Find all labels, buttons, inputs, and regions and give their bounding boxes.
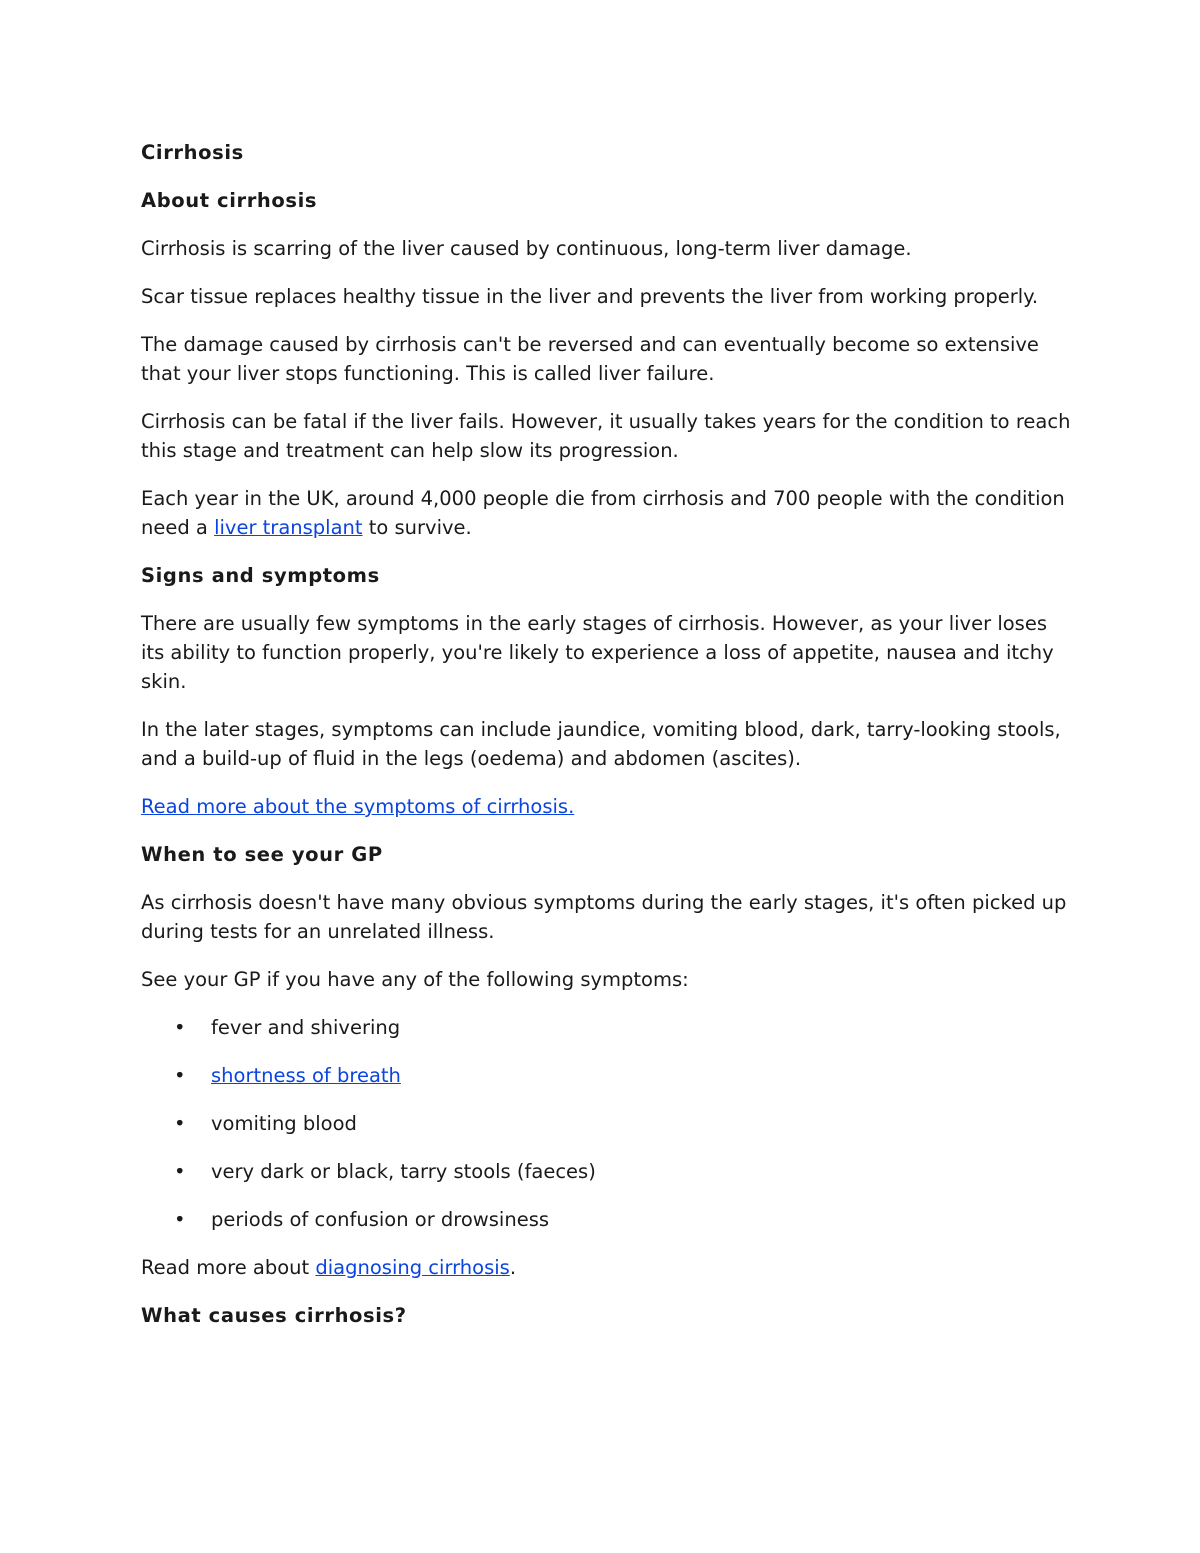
document-page bbox=[141, 138, 1071, 1349]
paragraph-gp-2: See your GP if you have any of the following symptoms: bbox=[141, 968, 689, 991]
paragraph-about-2: Scar tissue replaces healthy tissue in the liver and prevents the liver from working properly. bbox=[141, 285, 1039, 308]
list-item bbox=[141, 1205, 1071, 1234]
paragraph-gp-1: As cirrhosis doesn't have many obvious symptoms during the early stages, it's often picked up during tests for an unrelated illness. bbox=[141, 891, 1067, 943]
paragraph-text: Each year in the UK, around 4,000 people die from cirrhosis and 700 people with the condition need a bbox=[141, 487, 1065, 539]
shortness-of-breath-link[interactable]: shortness of breath bbox=[211, 1064, 401, 1087]
paragraph-text: . bbox=[509, 1256, 517, 1279]
diagnosing-cirrhosis-link[interactable]: diagnosing cirrhosis bbox=[315, 1256, 510, 1279]
liver-transplant-link[interactable]: liver transplant bbox=[214, 516, 363, 539]
paragraph-about-1: Cirrhosis is scarring of the liver caused by continuous, long-term liver damage. bbox=[141, 237, 912, 260]
list-item-text: very dark or black, tarry stools (faeces) bbox=[211, 1160, 596, 1183]
paragraph-symptoms-1: There are usually few symptoms in the early stages of cirrhosis. However, as your liver loses its ability to function properly, you're likely to experience a loss of appetite, nausea and itchy skin. bbox=[141, 612, 1054, 693]
paragraph-about-5 bbox=[141, 484, 1071, 542]
document-title: Cirrhosis bbox=[141, 141, 244, 164]
paragraph-diagnosing bbox=[141, 1253, 1071, 1282]
bullet-icon: • bbox=[174, 1016, 186, 1039]
list-item-text: periods of confusion or drowsiness bbox=[211, 1208, 550, 1231]
list-item bbox=[141, 1013, 1071, 1042]
list-item bbox=[141, 1157, 1071, 1186]
paragraph-symptoms-2: In the later stages, symptoms can include jaundice, vomiting blood, dark, tarry-looking stools, and a build-up of fluid in the legs (oedema) and abdomen (ascites). bbox=[141, 718, 1061, 770]
paragraph-text: Read more about bbox=[141, 1256, 316, 1279]
paragraph-about-3: The damage caused by cirrhosis can't be reversed and can eventually become so extensive that your liver stops functioning. This is called liver failure. bbox=[141, 333, 1039, 385]
symptom-list bbox=[141, 1013, 1071, 1234]
section-heading-symptoms: Signs and symptoms bbox=[141, 564, 380, 587]
list-item-text: fever and shivering bbox=[211, 1016, 401, 1039]
bullet-icon: • bbox=[174, 1112, 186, 1135]
paragraph-text: to survive. bbox=[362, 516, 472, 539]
paragraph-symptoms-link bbox=[141, 792, 1071, 821]
section-heading-causes: What causes cirrhosis? bbox=[141, 1304, 407, 1327]
list-item bbox=[141, 1109, 1071, 1138]
section-heading-gp: When to see your GP bbox=[141, 843, 383, 866]
list-item-text: vomiting blood bbox=[211, 1112, 357, 1135]
paragraph-about-4: Cirrhosis can be fatal if the liver fails. However, it usually takes years for the condition to reach this stage and treatment can help slow its progression. bbox=[141, 410, 1071, 462]
bullet-icon: • bbox=[174, 1064, 186, 1087]
symptoms-of-cirrhosis-link[interactable]: Read more about the symptoms of cirrhosis. bbox=[141, 795, 575, 818]
bullet-icon: • bbox=[174, 1160, 186, 1183]
list-item bbox=[141, 1061, 1071, 1090]
section-heading-about: About cirrhosis bbox=[141, 189, 318, 212]
bullet-icon: • bbox=[174, 1208, 186, 1231]
